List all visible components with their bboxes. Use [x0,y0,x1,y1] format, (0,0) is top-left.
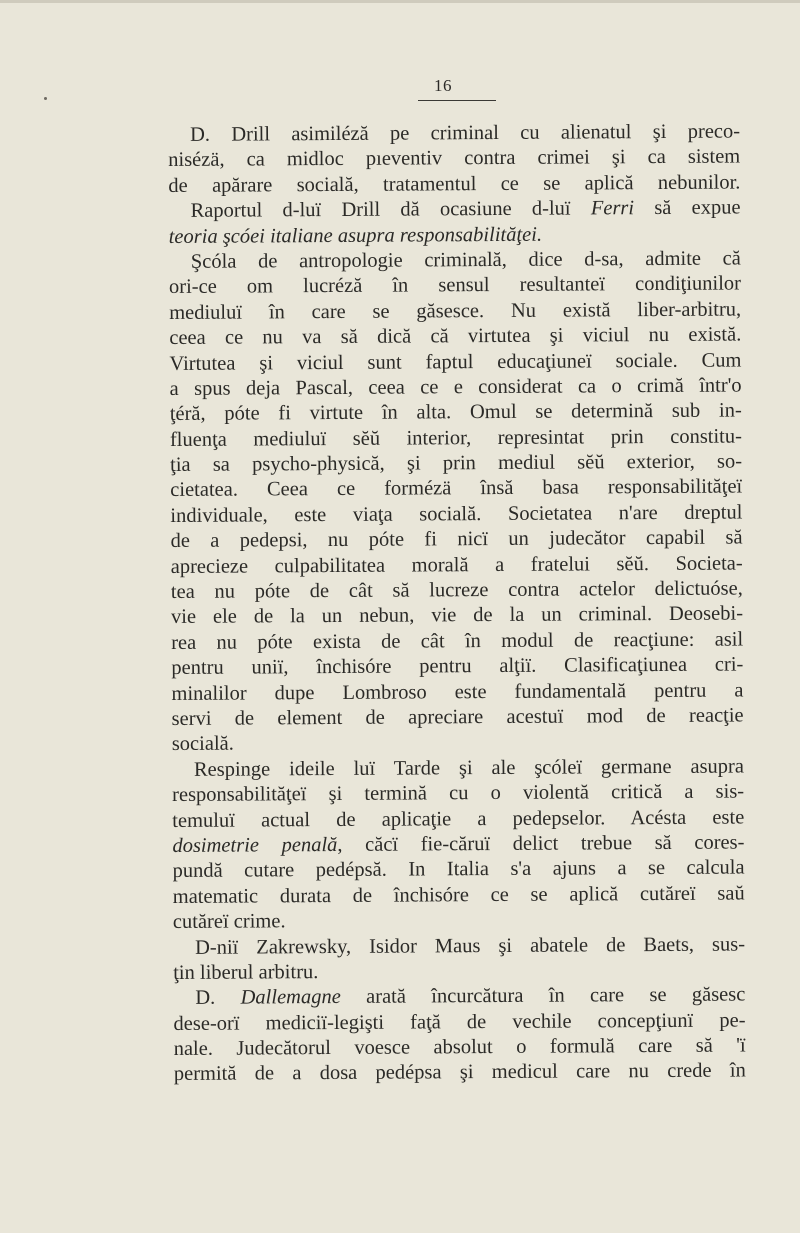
text-line: ţéră, póte fi virtute în alta. Omul se determină sub in- [169,399,742,426]
text-line: temuluï actual de aplicaţie a pedepselor. Acésta este [172,806,745,832]
text-line: permită de a dosa pedépsa şi medicul care nu crede în [173,1059,746,1086]
text-line: mediuluï în care se găsesce. Nu există liber-arbitru, [169,298,742,324]
text-segment: Raportul d-luï Drill dă ocasiune d-luï [190,197,591,223]
text-line: rea nu póte exista de cât în modul de reacţiune: asil [171,628,744,654]
italic-text: Ferri [590,197,635,220]
text-line: Virtutea şi viciul sunt faptul educaţiuneï sociale. Cum [169,349,742,375]
text-line: pundă cutare pedépsă. In Italia s'a ajuns a se calcula [172,856,745,883]
margin-mark [44,97,47,100]
italic-text: Dallemagne [240,986,341,1009]
text-line: D. Drill asimiléză pe criminal cu alienatul şi preco- [190,120,741,146]
text-segment: D. [195,986,241,1010]
text-line: vie ele de la un nebun, vie de la un criminal. Deosebi- [170,602,744,629]
page-top-edge [0,0,800,3]
text-line: nisézä, ca midloc pıeventiv contra crimei şi ca sistem [168,145,741,172]
text-line: minalilor dupe Lombroso este fundamentală pentru a [171,679,744,705]
text-line: fluenţa mediuluï sĕŭ interior, represintat prin constitu- [169,425,742,451]
text-line [172,830,744,859]
text-line [169,221,741,250]
text-line: responsabilităţeï şi termină cu o violentă critică a sis- [172,780,745,807]
text-line [173,983,745,1012]
text-line: Respinge ideile luï Tarde şi ale şcóleï germane asupra [193,755,745,781]
text-line: de a pedepsi, nu póte fi nicï un judecător capabil să [170,526,743,553]
text-line: individuale, este viaţa socială. Societatea n'are dreptul [170,501,743,527]
italic-text: teoria şcóei italiane asupra responsabilităţei. [168,223,543,248]
text-line: tea nu póte de cât să lucreze contra actelor delictuóse, [170,577,743,604]
text-line: ţia sa psycho-physică, şi prin mediul sĕŭ exterior, so- [170,450,743,477]
text-line: ori-ce om lucréză în sensul resultanteï condiţiunilor [168,272,742,299]
text-line: dese-orï mediciï-legişti faţă de vechile concepţiunï pe- [173,1009,746,1035]
italic-text: dosimetrie penală [172,833,338,857]
text-line: aprecieze culpabilitatea morală a fratelui sĕŭ. Societa- [170,552,743,578]
page-number: 16 [434,76,452,95]
text-line [168,196,740,225]
header-rule [418,100,496,101]
text-line: nale. Judecătorul voesce absolut o formulă care să 'ï [173,1034,746,1061]
text-line: ţin liberul arbitru. [173,960,319,984]
text-line: a spus deja Pascal, ceea ce e considerat ca o crimă într'o [169,374,742,400]
text-line: servi de element de apreciare acestuï mod de reacţie [171,704,744,730]
text-line: socială. [171,732,234,756]
text-line: pentru uniï, închisóre pentru alţiï. Clasificaţiunea cri- [171,653,744,680]
text-line: ceea ce nu va să dică că virtutea şi viciul nu există. [169,323,742,350]
text-line: matematic durata de închisóre ce se aplică cutăreï saŭ [172,882,745,908]
body-text [168,120,746,1088]
text-segment: arată încurcătura în care se găsesc [340,983,746,1009]
text-segment: , căcï fie-căruï delict trebue să cores- [337,831,745,856]
text-line: cietatea. Ceea ce formézä însă basa responsabilităţeï [170,475,743,502]
text-line: D-niï Zakrewsky, Isidor Maus şi abatele de Baets, sus- [194,932,746,959]
text-line: de apărare socială, tratamentul ce se aplică nebunilor. [168,171,741,197]
text-line: Şcóla de antropologie criminală, dice d-sa, admite că [190,247,741,273]
text-line: cutăreï crime. [172,910,286,934]
text-segment: să expue [634,196,741,220]
